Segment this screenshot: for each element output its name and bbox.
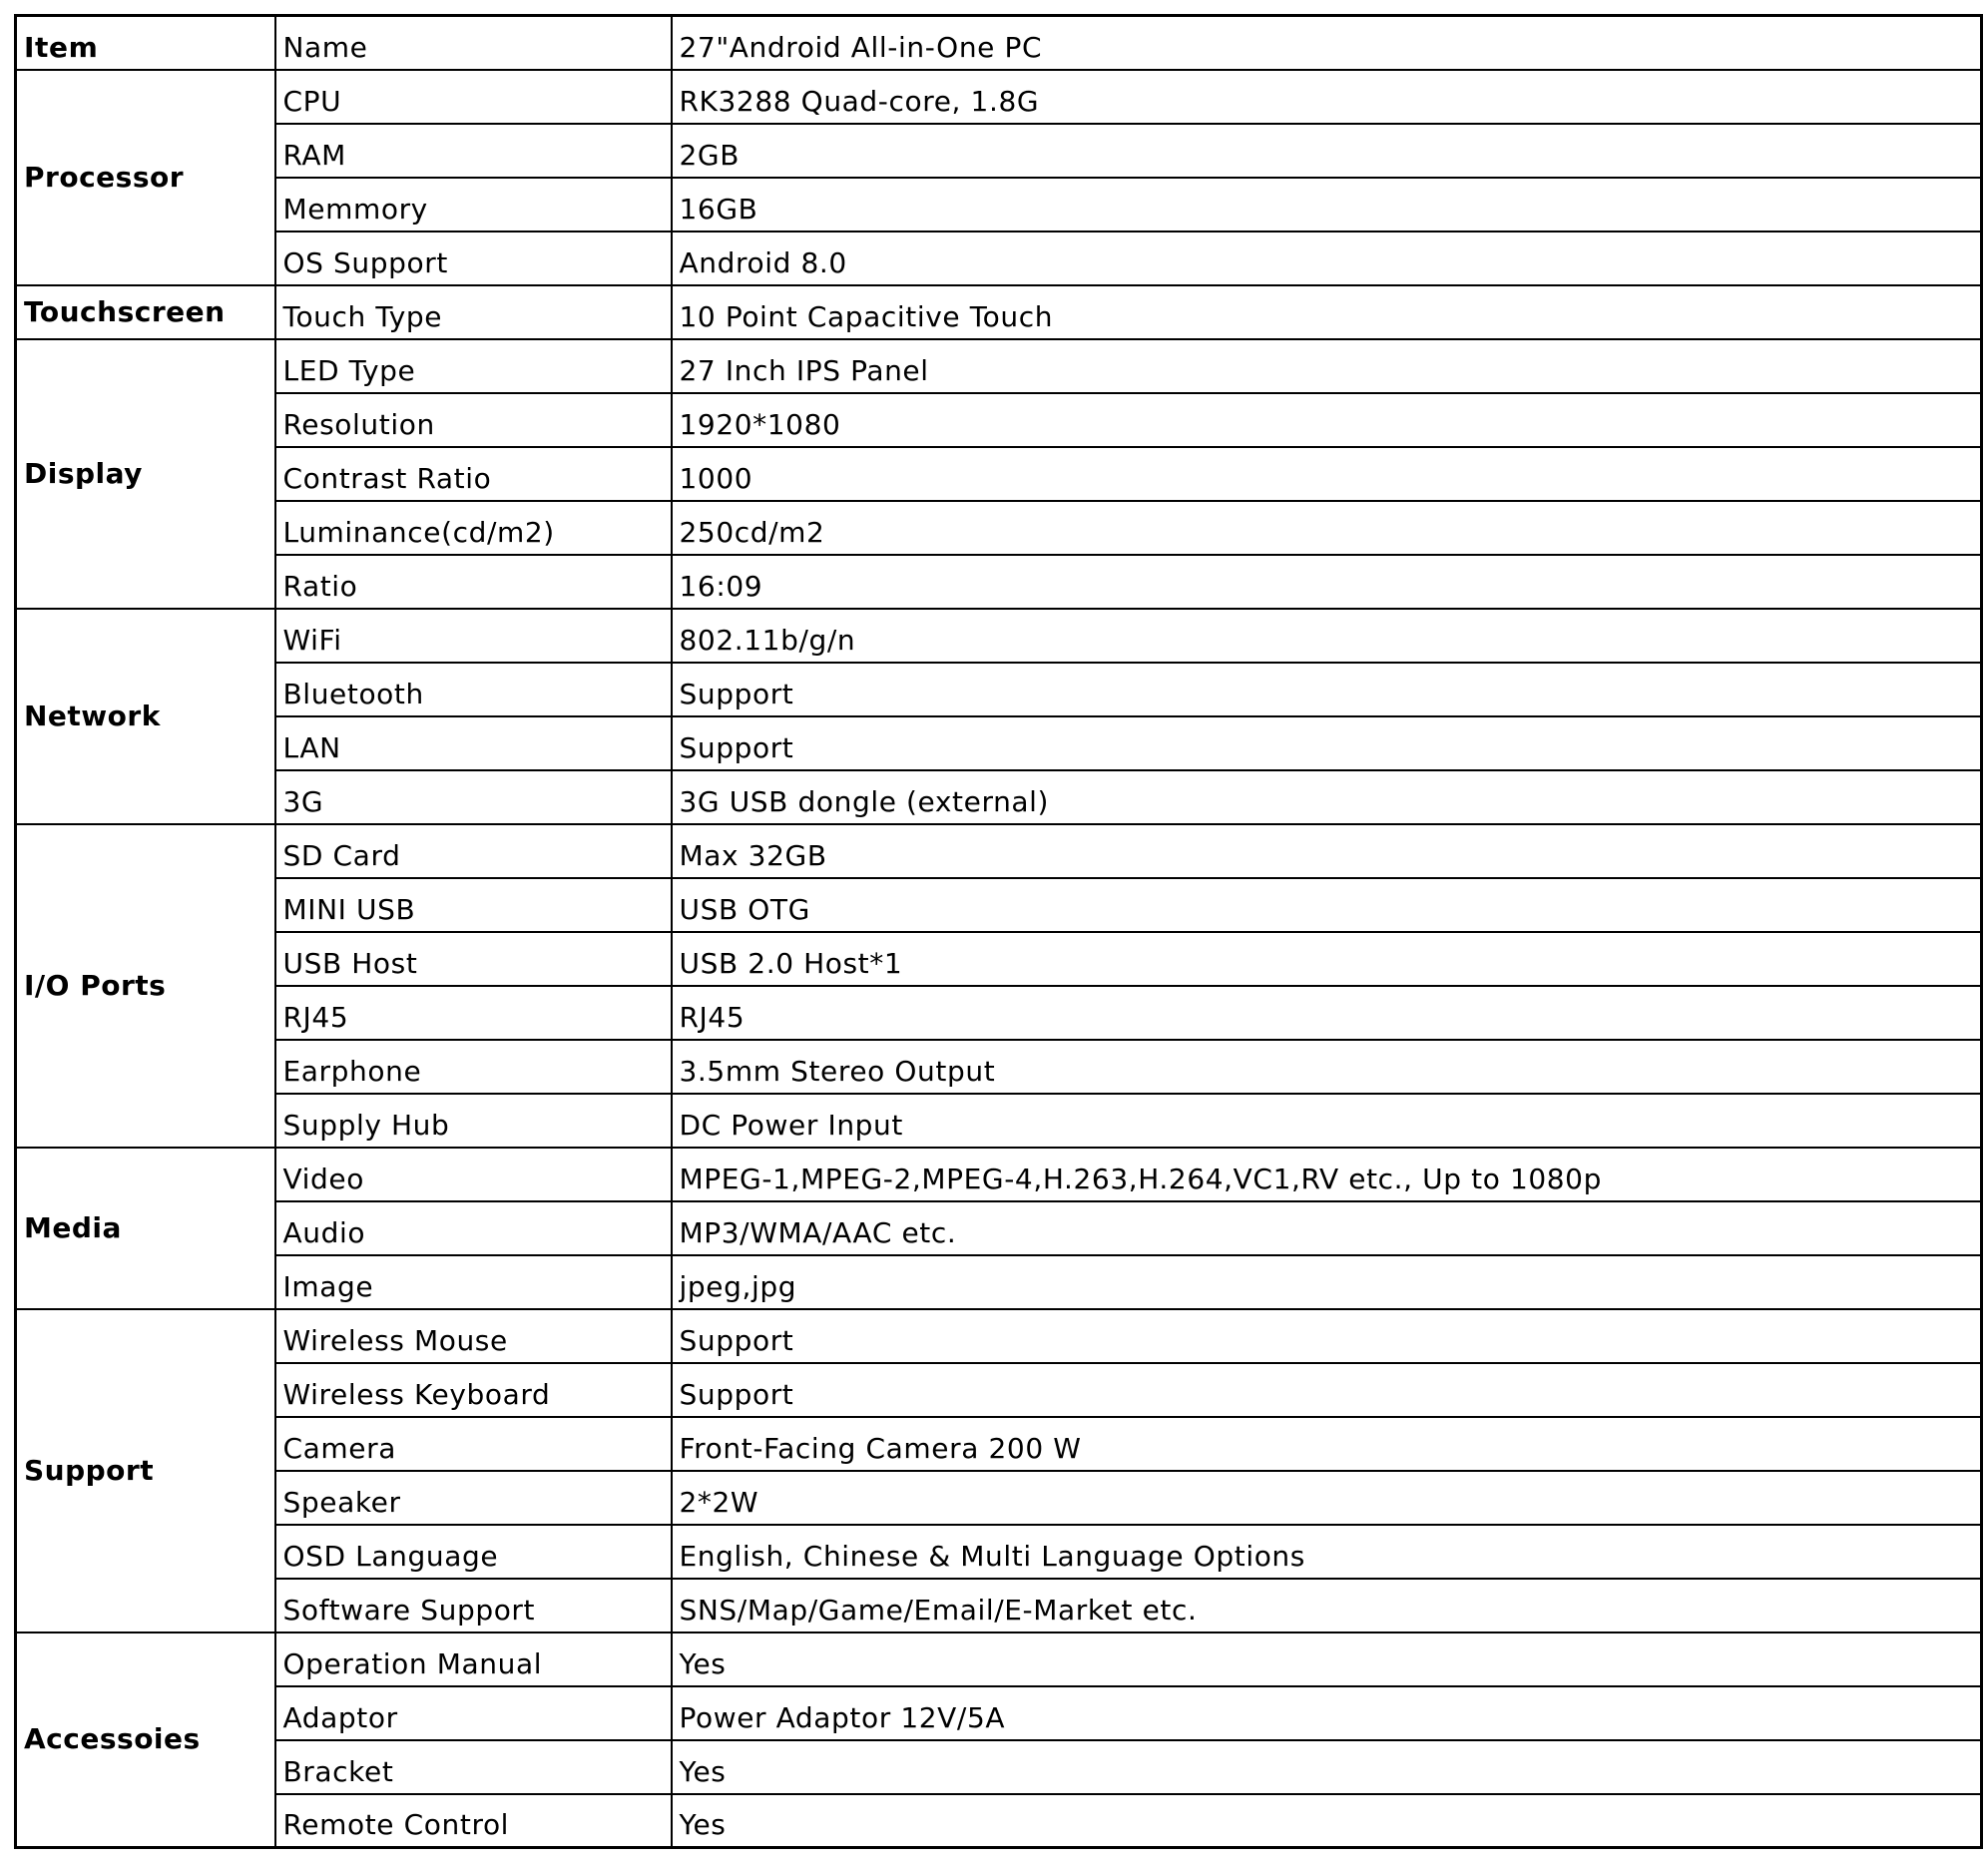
attribute-cell: CPU xyxy=(275,70,672,124)
attribute-cell: Bracket xyxy=(275,1740,672,1794)
spec-row xyxy=(16,555,1982,609)
category-cell: Touchscreen xyxy=(16,285,275,339)
attribute-cell: Memmory xyxy=(275,178,672,232)
value-cell: USB OTG xyxy=(672,878,1982,932)
attribute-cell: Video xyxy=(275,1148,672,1201)
attribute-cell: Remote Control xyxy=(275,1794,672,1848)
spec-row xyxy=(16,1794,1982,1848)
value-cell: 10 Point Capacitive Touch xyxy=(672,285,1982,339)
attribute-cell: Resolution xyxy=(275,393,672,447)
value-cell: RK3288 Quad-core, 1.8G xyxy=(672,70,1982,124)
spec-row xyxy=(16,1363,1982,1417)
value-cell: 16:09 xyxy=(672,555,1982,609)
attribute-cell: LAN xyxy=(275,716,672,770)
attribute-cell: SD Card xyxy=(275,824,672,878)
category-cell: Display xyxy=(16,339,275,609)
spec-table-body xyxy=(16,16,1982,1848)
attribute-cell: Supply Hub xyxy=(275,1094,672,1148)
spec-row xyxy=(16,232,1982,285)
attribute-cell: Camera xyxy=(275,1417,672,1471)
spec-row xyxy=(16,178,1982,232)
spec-row xyxy=(16,1309,1982,1363)
category-cell: I/O Ports xyxy=(16,824,275,1148)
category-cell: Support xyxy=(16,1309,275,1633)
attribute-cell: Software Support xyxy=(275,1579,672,1633)
spec-row xyxy=(16,1740,1982,1794)
attribute-cell: Bluetooth xyxy=(275,663,672,716)
value-cell: Front-Facing Camera 200 W xyxy=(672,1417,1982,1471)
spec-row xyxy=(16,932,1982,986)
header-name-value-cell: 27"Android All-in-One PC xyxy=(672,16,1982,70)
spec-row xyxy=(16,1525,1982,1579)
spec-row xyxy=(16,663,1982,716)
value-cell: 802.11b/g/n xyxy=(672,609,1982,663)
spec-row xyxy=(16,339,1982,393)
spec-row xyxy=(16,501,1982,555)
value-cell: Support xyxy=(672,1309,1982,1363)
value-cell: Support xyxy=(672,663,1982,716)
attribute-cell: USB Host xyxy=(275,932,672,986)
attribute-cell: Touch Type xyxy=(275,285,672,339)
spec-row xyxy=(16,824,1982,878)
value-cell: jpeg,jpg xyxy=(672,1255,1982,1309)
spec-row xyxy=(16,1633,1982,1686)
attribute-cell: 3G xyxy=(275,770,672,824)
value-cell: 16GB xyxy=(672,178,1982,232)
value-cell: Support xyxy=(672,1363,1982,1417)
value-cell: Power Adaptor 12V/5A xyxy=(672,1686,1982,1740)
spec-row xyxy=(16,70,1982,124)
header-row xyxy=(16,16,1982,70)
spec-row xyxy=(16,878,1982,932)
category-cell: Processor xyxy=(16,70,275,285)
value-cell: 1920*1080 xyxy=(672,393,1982,447)
attribute-cell: OS Support xyxy=(275,232,672,285)
attribute-cell: Image xyxy=(275,1255,672,1309)
attribute-cell: Luminance(cd/m2) xyxy=(275,501,672,555)
attribute-cell: Speaker xyxy=(275,1471,672,1525)
spec-row xyxy=(16,1094,1982,1148)
attribute-cell: Wireless Keyboard xyxy=(275,1363,672,1417)
value-cell: DC Power Input xyxy=(672,1094,1982,1148)
attribute-cell: OSD Language xyxy=(275,1525,672,1579)
spec-row xyxy=(16,609,1982,663)
spec-row xyxy=(16,1417,1982,1471)
value-cell: MPEG-1,MPEG-2,MPEG-4,H.263,H.264,VC1,RV etc., Up to 1080p xyxy=(672,1148,1982,1201)
attribute-cell: Contrast Ratio xyxy=(275,447,672,501)
value-cell: English, Chinese & Multi Language Options xyxy=(672,1525,1982,1579)
value-cell: Yes xyxy=(672,1740,1982,1794)
value-cell: USB 2.0 Host*1 xyxy=(672,932,1982,986)
spec-row xyxy=(16,1686,1982,1740)
attribute-cell: Operation Manual xyxy=(275,1633,672,1686)
value-cell: RJ45 xyxy=(672,986,1982,1040)
attribute-cell: WiFi xyxy=(275,609,672,663)
spec-row xyxy=(16,1201,1982,1255)
value-cell: 2GB xyxy=(672,124,1982,178)
attribute-cell: RAM xyxy=(275,124,672,178)
header-name-label-cell: Name xyxy=(275,16,672,70)
value-cell: Android 8.0 xyxy=(672,232,1982,285)
value-cell: Yes xyxy=(672,1794,1982,1848)
attribute-cell: Wireless Mouse xyxy=(275,1309,672,1363)
value-cell: SNS/Map/Game/Email/E-Market etc. xyxy=(672,1579,1982,1633)
spec-row xyxy=(16,447,1982,501)
value-cell: 250cd/m2 xyxy=(672,501,1982,555)
spec-row xyxy=(16,770,1982,824)
attribute-cell: RJ45 xyxy=(275,986,672,1040)
spec-row xyxy=(16,1579,1982,1633)
value-cell: MP3/WMA/AAC etc. xyxy=(672,1201,1982,1255)
value-cell: 27 Inch IPS Panel xyxy=(672,339,1982,393)
spec-row xyxy=(16,986,1982,1040)
value-cell: Support xyxy=(672,716,1982,770)
attribute-cell: MINI USB xyxy=(275,878,672,932)
attribute-cell: Earphone xyxy=(275,1040,672,1094)
spec-row xyxy=(16,1471,1982,1525)
category-cell: Accessoies xyxy=(16,1633,275,1848)
category-cell: Media xyxy=(16,1148,275,1309)
value-cell: 3.5mm Stereo Output xyxy=(672,1040,1982,1094)
category-cell: Network xyxy=(16,609,275,824)
spec-row xyxy=(16,1255,1982,1309)
spec-row xyxy=(16,1040,1982,1094)
value-cell: Yes xyxy=(672,1633,1982,1686)
attribute-cell: LED Type xyxy=(275,339,672,393)
spec-row xyxy=(16,716,1982,770)
spec-table xyxy=(14,14,1983,1849)
attribute-cell: Ratio xyxy=(275,555,672,609)
spec-row xyxy=(16,285,1982,339)
value-cell: 2*2W xyxy=(672,1471,1982,1525)
attribute-cell: Audio xyxy=(275,1201,672,1255)
spec-row xyxy=(16,1148,1982,1201)
attribute-cell: Adaptor xyxy=(275,1686,672,1740)
spec-row xyxy=(16,124,1982,178)
value-cell: 3G USB dongle (external) xyxy=(672,770,1982,824)
spec-sheet xyxy=(14,14,1980,1849)
value-cell: 1000 xyxy=(672,447,1982,501)
value-cell: Max 32GB xyxy=(672,824,1982,878)
spec-row xyxy=(16,393,1982,447)
header-item-cell: Item xyxy=(16,16,275,70)
